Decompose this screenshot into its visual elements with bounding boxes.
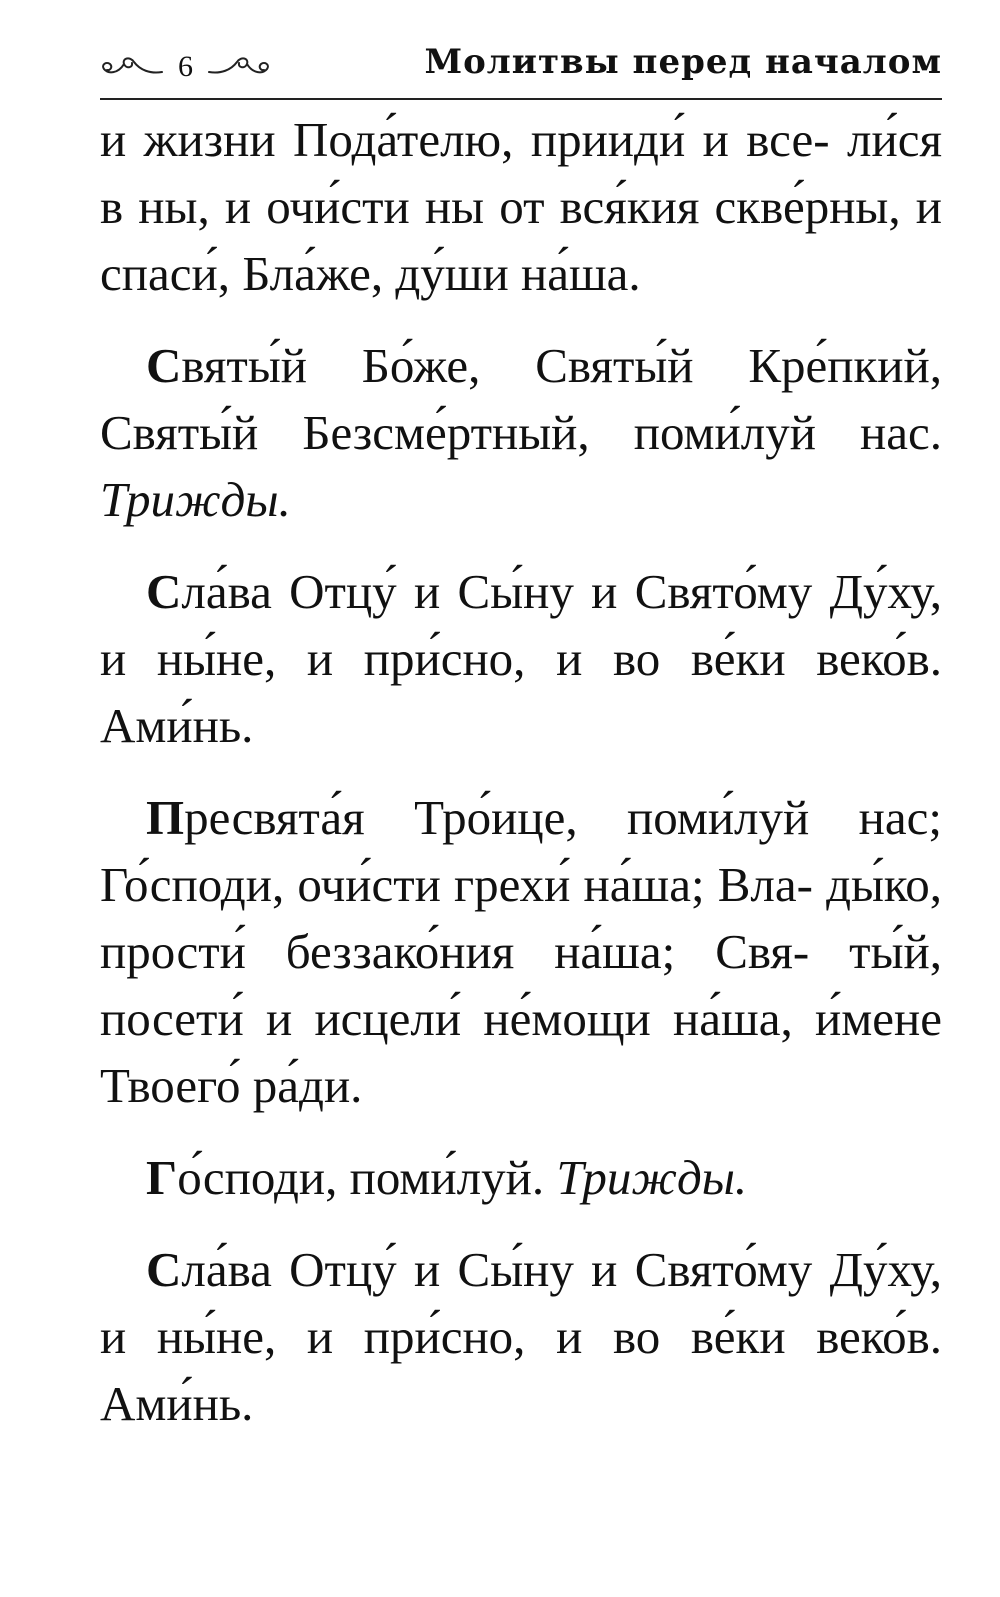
paragraph-4 (100, 784, 942, 1119)
lead-letter: Г (146, 1150, 178, 1205)
lead-letter: С (146, 564, 182, 619)
lead-letter: П (146, 790, 185, 845)
paragraph-text: ла́ва Отцу́ и Сы́ну и Свято́му Ду́ху, и ны́не, и при́сно, и во ве́ки веко́в. Ами́нь. (100, 1242, 942, 1431)
paragraph-text: вяты́й Бо́же, Святы́й Кре́пкий, Святы́й Безсме́ртный, поми́луй нас. (100, 338, 942, 460)
paragraph-6 (100, 1236, 942, 1437)
paragraph-text: ресвята́я Тро́ице, поми́луй нас; Го́споди, очи́сти грехи́ на́ша; Вла- ды́ко, прости́ беззако́ния на́ша; Свя- ты́й, посети́ и исцели́ не́мощи на́ша, и́мене Твоего́ ра́ди. (100, 790, 942, 1113)
rubric: Трижды. (100, 472, 291, 527)
paragraph-5 (100, 1144, 942, 1211)
paragraph-text: о́споди, поми́луй. (177, 1150, 545, 1205)
page-number-group (100, 44, 271, 90)
lead-letter: С (146, 1242, 182, 1297)
paragraph-text: ла́ва Отцу́ и Сы́ну и Свято́му Ду́ху, и ны́не, и при́сно, и во ве́ки веко́в. Ами́нь. (100, 564, 942, 753)
right-flourish-icon (207, 52, 271, 82)
page-number: 6 (178, 50, 193, 83)
left-flourish-icon (100, 52, 164, 82)
prayer-text (100, 106, 942, 1437)
running-title: Молитвы перед началом (424, 42, 942, 82)
paragraph-text: и жизни Пода́телю, прииди́ и все- ли́ся в ны, и очи́сти ны от вся́кия скве́рны, и спаси́, Бла́же, ду́ши на́ша. (100, 112, 942, 301)
paragraph-2 (100, 332, 942, 533)
rubric: Трижды. (556, 1150, 748, 1205)
running-head (100, 38, 942, 100)
book-page (100, 38, 942, 1462)
paragraph-3 (100, 558, 942, 759)
paragraph-1 (100, 106, 942, 307)
lead-letter: С (146, 338, 182, 393)
